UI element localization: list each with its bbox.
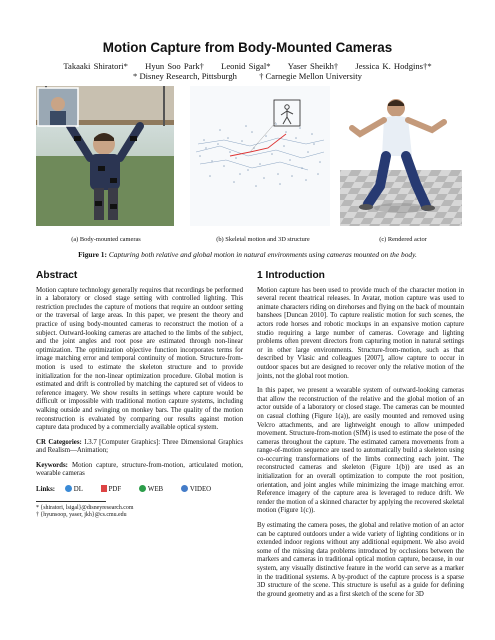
footnote: * {shiratori, lsigal}@disneyresearch.com (36, 504, 134, 511)
link-pdf-label: PDF (108, 486, 122, 494)
figure-caption (0, 250, 495, 259)
author: Takaaki Shiratori* (63, 61, 128, 71)
intro-paragraph: In this paper, we present a wearable system of outward-looking cameras that allow the reconstruction of the relative and the global motion of an actor outside of a laboratory or closed stage. The cameras can be mounted on casual clothing (Figure 1(a)), are easily mounted and removed using Velcro attachments, and are lightweight enough to allow unimpeded movement. Structure-from-motion (SfM) is used to estimate the pose of the cameras throughout the capture. The estimated camera movements from a range-of-motion sequence are used to automatically build a skeleton using co-occurring transformations of the limbs connecting each joint. The reconstructed cameras and skeleton (Figure 1(b)) are used as an initialization for an overall optimization to compute the root position, orientation, and joint angles while minimizing the image matching error. Reference imagery of the capture area is leveraged to reduce drift. We render the motion of a skinned character by applying the recovered skeletal motion (Figure 1(c)). (257, 387, 464, 515)
video-icon (181, 485, 188, 492)
abstract-heading: Abstract (36, 270, 78, 281)
cr-categories (36, 439, 243, 456)
keywords (36, 462, 243, 479)
link-web[interactable] (139, 486, 171, 493)
cr-label: CR Categories: (36, 438, 82, 446)
figure-1a-image (36, 86, 174, 226)
figure-caption-label: Figure 1: (78, 250, 107, 259)
link-pdf[interactable] (101, 486, 130, 493)
author: Leonid Sigal* (221, 61, 271, 71)
subcaption-c: (c) Rendered actor (379, 236, 427, 243)
keywords-text: Motion capture, structure-from-motion, articulated motion, wearable cameras (36, 461, 244, 478)
author: Yaser Sheikh† (287, 61, 339, 71)
author: Jessica K. Hodgins†* (355, 61, 432, 71)
affiliation: * Disney Research, Pittsburgh (133, 71, 237, 81)
link-dl[interactable] (65, 486, 91, 493)
figure-caption-text: Capturing both relative and global motion in natural environments using cameras mounted on the body. (108, 250, 417, 259)
pdf-icon (101, 485, 107, 492)
link-video-label: VIDEO (189, 486, 212, 494)
affiliations (0, 71, 495, 81)
web-icon (139, 485, 146, 492)
left-column (36, 272, 243, 519)
subcaption-b: (b) Skeletal motion and 3D structure (216, 236, 310, 243)
intro-paragraph: By estimating the camera poses, the global and relative motion of an actor can be captured outdoors under a wide variety of lighting conditions or in extended indoor regions without any additional equipment. We also avoid some of the missing data problems introduced by occlusions between the markers and cameras in traditional optical motion capture, because, in our system, any visually distinctive feature in the world can serve as a marker in the traditional systems. A by-product of the capture process is a sparse 3D structure of the scene. This structure is useful as a guide for defining the ground geometry and as a first sketch of the scene for 3D (257, 522, 464, 598)
subcaption-a: (a) Body-mounted cameras (71, 236, 141, 243)
footnote: † {hyunsoop, yaser, jkh}@cs.cmu.edu (36, 511, 127, 518)
right-column (257, 272, 464, 605)
footnote-divider (36, 501, 106, 502)
link-video[interactable] (181, 486, 219, 493)
author-list (0, 61, 495, 71)
abstract-text: Motion capture technology generally requires that recordings be performed in a laboratory or closed stage setting with controlled lighting. This restriction precludes the capture of motions that require an outdoor setting or the traversal of large areas. In this paper, we present the theory and practice of using body-mounted cameras to reconstruct the motion of a subject. Outward-looking cameras are attached to the limbs of the subject, and the joint angles and root pose are estimated through non-linear optimization. The optimization objective function incorporates terms for image matching error and temporal continuity of motion. Structure-from-motion is used to estimate the skeleton structure and to provide initialization for the non-linear optimization procedure. Global motion is estimated and drift is controlled by matching the captured set of videos to reference imagery. We show results in settings where capture would be difficult or impossible with traditional motion capture systems, including walking outside and swinging on monkey bars. The quality of the motion reconstruction is evaluated by comparing our results against motion capture data produced by a commercially available optical system. (36, 286, 243, 432)
cr-text: I.3.7 [Computer Graphics]: Three Dimensional Graphics and Realism—Animation; (36, 438, 243, 455)
section-heading-introduction: 1 Introduction (257, 270, 325, 281)
affiliation: † Carnegie Mellon University (259, 71, 362, 81)
figure-1c-image (340, 86, 462, 226)
paper-title: Motion Capture from Body-Mounted Cameras (102, 40, 393, 55)
author: Hyun Soo Park† (145, 61, 204, 71)
intro-paragraph: Motion capture has been used to provide much of the character motion in several recent theatrical releases. In Avatar, motion capture was used to animate characters riding on direhorses and flying on the back of mountain banshees [Duncan 2010]. To capture realistic motion for such scenes, the actors rode horses and robotic mockups in an expansive motion capture studio requiring a large number of cameras. Coverage and lighting problems often prevent directors from capturing motion in natural settings or in other large environments. Structure-from-motion, such as that described by Vlasic and colleagues [2007], allow capture to occur in outdoor spaces but are designed to recover only the relative motion of the joints, not the global root motion. (257, 286, 464, 380)
keywords-label: Keywords: (36, 461, 68, 469)
figure-1b-image (190, 86, 330, 226)
link-dl-label: DL (73, 486, 83, 494)
dl-icon (65, 485, 72, 492)
link-web-label: WEB (147, 486, 164, 494)
links-label: Links: (36, 486, 56, 494)
links-row (36, 485, 243, 495)
